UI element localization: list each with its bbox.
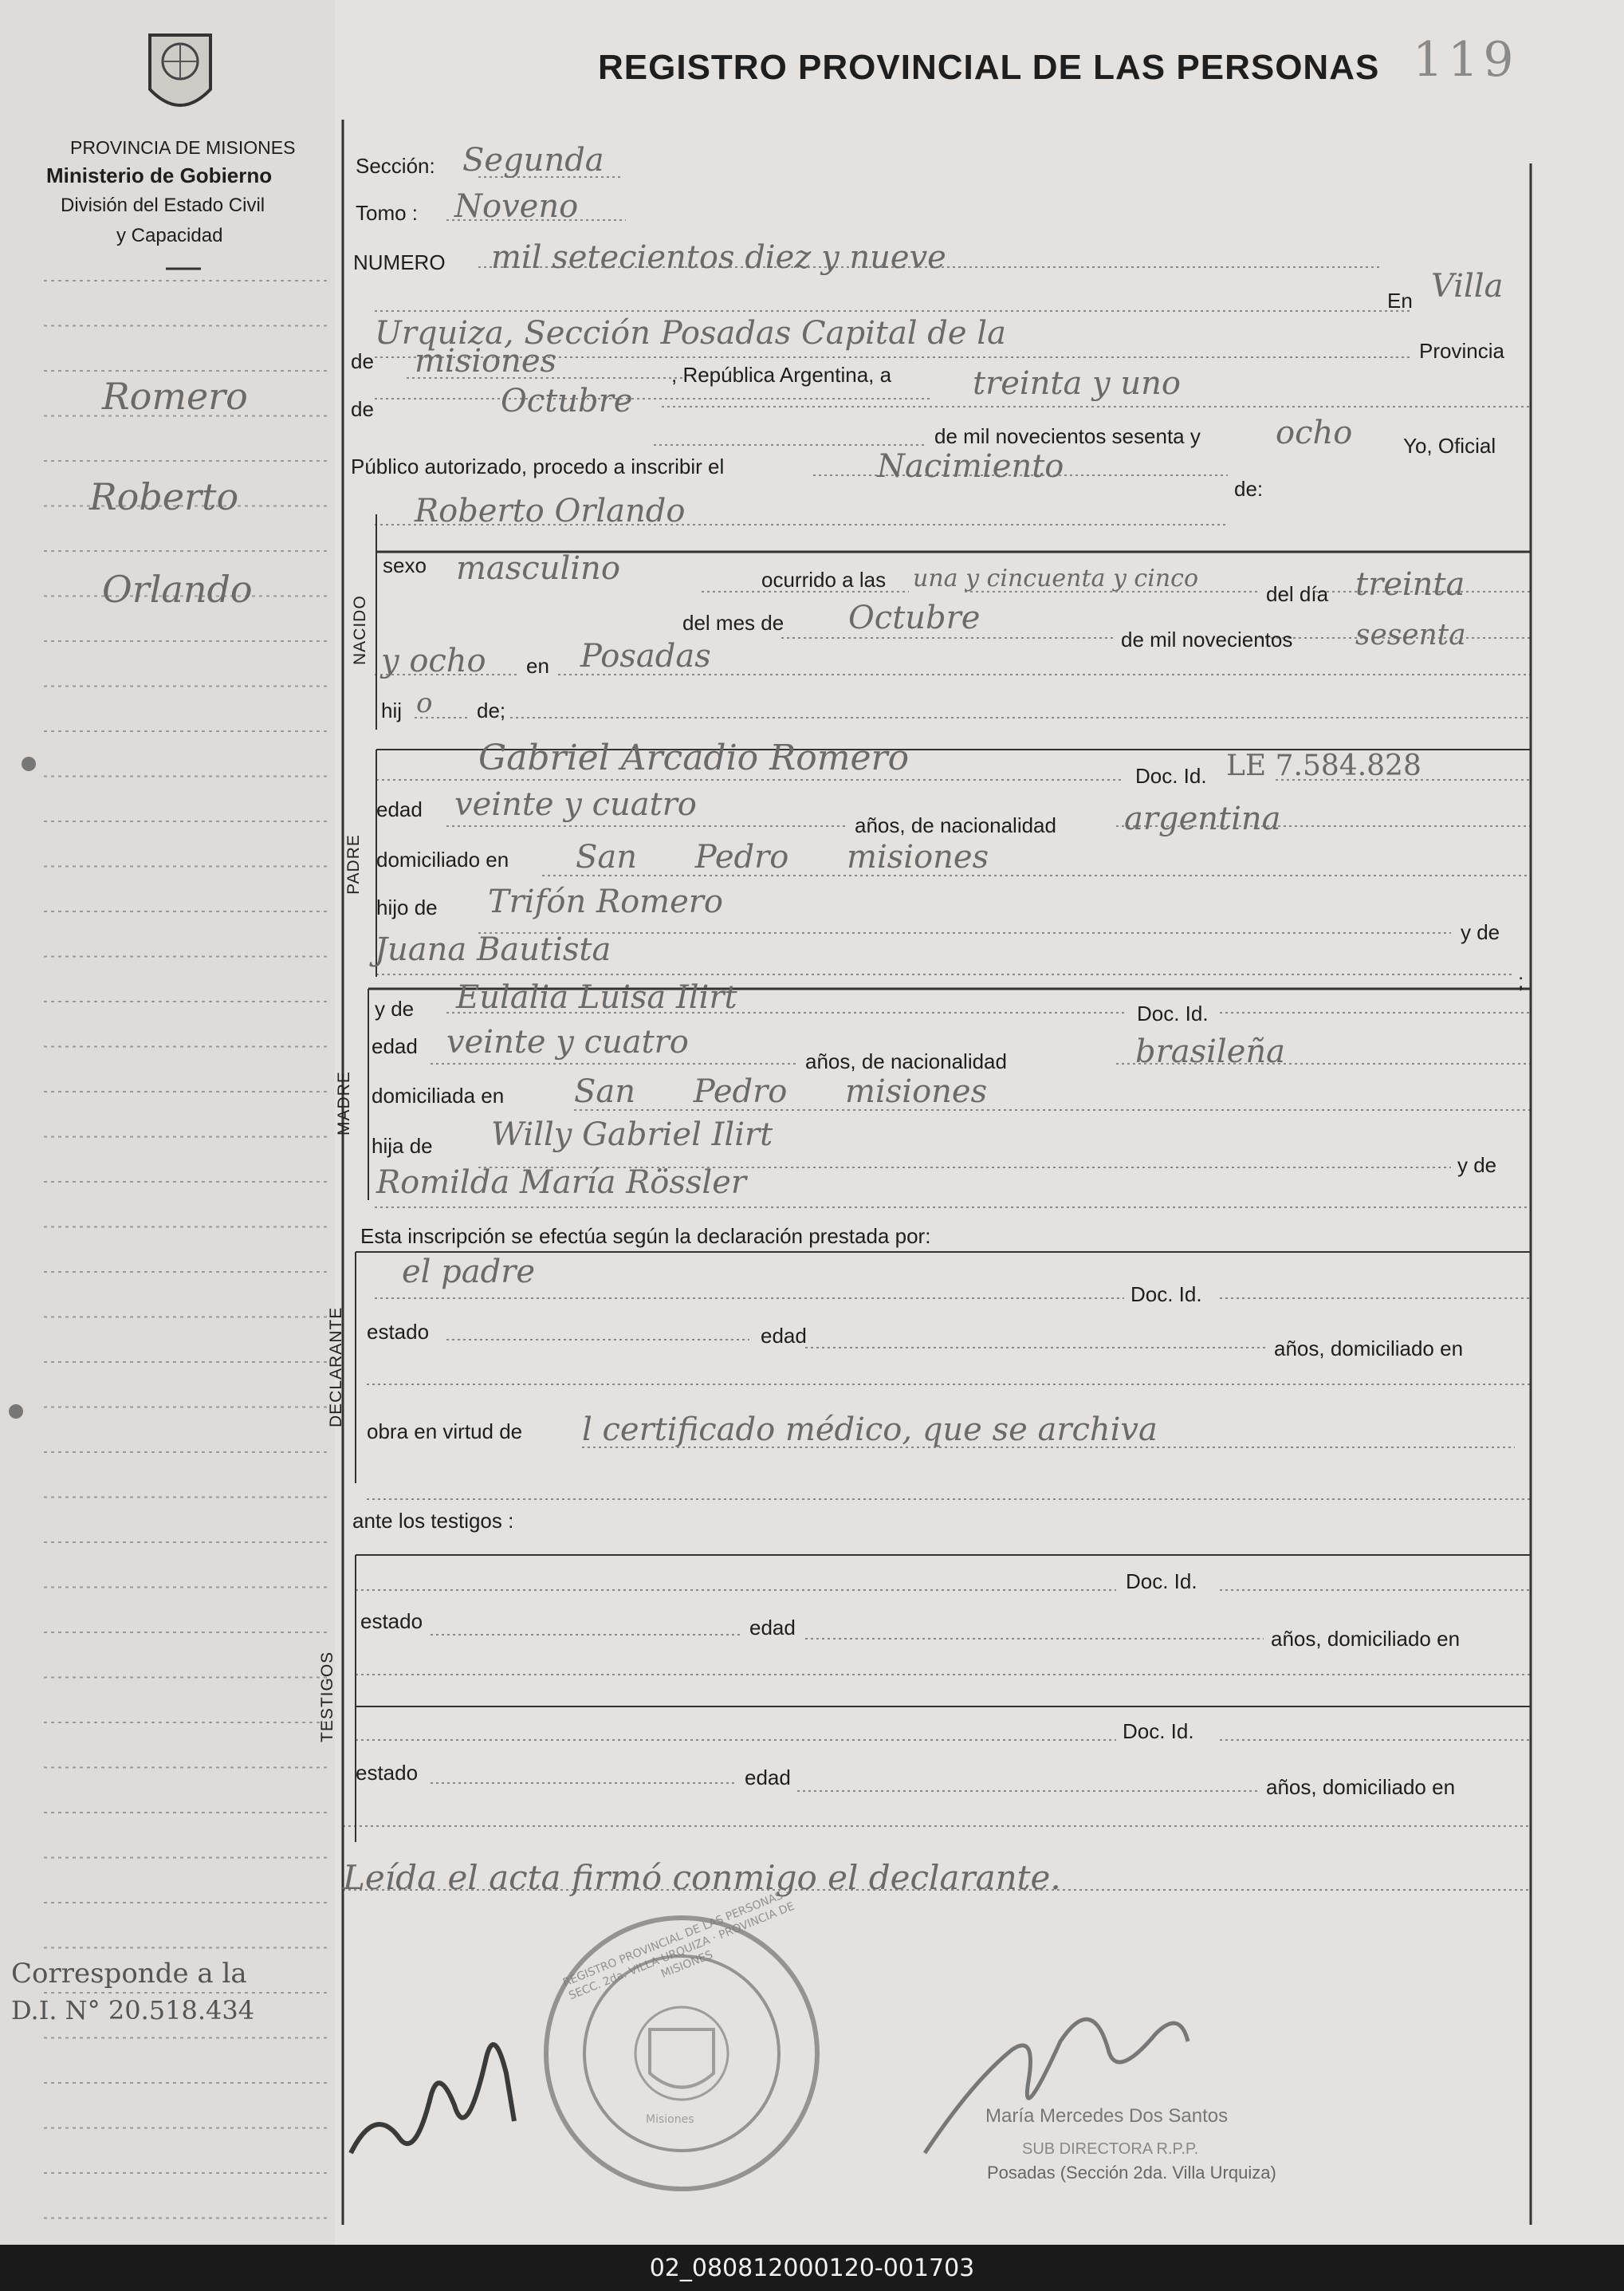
- mes-value: Octubre: [501, 383, 633, 419]
- testigo1-doc-label: Doc. Id.: [1126, 1569, 1197, 1593]
- mil-label: de mil novecientos: [1121, 628, 1293, 651]
- anio-label: de mil novecientos sesenta y: [934, 424, 1201, 448]
- testigo2-estado-label: estado: [356, 1761, 419, 1785]
- margin-note-line1: Corresponde a la: [11, 1958, 247, 1990]
- de-label: de: [351, 349, 374, 373]
- madre-domicilio-value: San Pedro misiones: [574, 1073, 988, 1110]
- madre-madre-de-value: Romilda María Rössler: [376, 1164, 747, 1201]
- testigo2-edad-label: edad: [745, 1765, 791, 1789]
- en-value: Villa: [1431, 268, 1504, 305]
- del-dia-label: del día: [1266, 582, 1329, 606]
- padre-nacionalidad-value: argentina: [1124, 801, 1281, 837]
- padre-domicilio-value: San Pedro misiones: [576, 839, 989, 876]
- testigo1-domicilio-label: años, domiciliado en: [1271, 1627, 1461, 1651]
- padre-y-de-label: y de: [1461, 920, 1500, 944]
- testigo1-estado-label: estado: [360, 1609, 423, 1633]
- header-ministry: Ministerio de Gobierno: [46, 163, 273, 187]
- margin-note-line2: D.I. N° 20.518.434: [11, 1995, 255, 2025]
- declarant-signature: [351, 2045, 514, 2153]
- testigos-intro: ante los testigos :: [352, 1509, 514, 1533]
- madre-y-de2-label: y de: [1457, 1153, 1497, 1177]
- page-number: 119: [1413, 32, 1519, 88]
- page-title: REGISTRO PROVINCIAL DE LAS PERSONAS: [598, 48, 1380, 87]
- nombre-inscripto: Roberto Orlando: [415, 493, 686, 529]
- madre-doc-label: Doc. Id.: [1137, 1002, 1209, 1025]
- misiones-emblem: [150, 35, 210, 105]
- dia-value: treinta y uno: [973, 365, 1181, 402]
- hij-label: hij: [381, 699, 403, 722]
- numero-value: mil setecientos diez y nueve: [491, 239, 946, 276]
- margin-first-name: Roberto: [89, 475, 239, 518]
- publico-label: Público autorizado, procedo a inscribir el: [351, 455, 725, 478]
- declarante-section-label: DECLARANTE: [327, 1306, 345, 1427]
- testigos-section-label: TESTIGOS: [318, 1651, 336, 1742]
- declarante-domicilio-label: años, domiciliado en: [1274, 1336, 1464, 1360]
- madre-edad-label: edad: [372, 1034, 418, 1058]
- stamp-ring-text: REGISTRO PROVINCIAL DE LAS PERSONAS · SECC. 2da. VILLA URQUIZA · PROVINCIA DE MISIONES: [560, 1886, 796, 2003]
- file-label-bar: [0, 2245, 1624, 2291]
- madre-nombre-value: Eulalia Luisa Ilirt: [456, 979, 737, 1016]
- stamp-inner-text: Misiones: [646, 2113, 694, 2126]
- seccion-label: Sección:: [356, 154, 435, 178]
- republica-label: , República Argentina, a: [671, 363, 892, 387]
- place-line-value: Urquiza, Sección Posadas Capital de la: [375, 315, 1006, 352]
- testigo1-edad-label: edad: [749, 1616, 796, 1640]
- anio-value: ocho: [1276, 415, 1353, 451]
- sexo-value: masculino: [456, 550, 620, 587]
- hij-de-label: de;: [477, 699, 506, 722]
- header-capacidad: y Capacidad: [116, 225, 223, 246]
- nacido-mes-value: Octubre: [848, 600, 981, 636]
- en-lugar-label: en: [526, 654, 549, 678]
- hij-value: o: [416, 687, 433, 719]
- madre-nacionalidad-value: brasileña: [1135, 1033, 1285, 1070]
- declarante-doc-label: Doc. Id.: [1131, 1282, 1202, 1306]
- declarante-intro: Esta inscripción se efectúa según la declaración prestada por:: [360, 1224, 931, 1248]
- acto-value: Nacimiento: [877, 448, 1064, 485]
- madre-edad-value: veinte y cuatro: [446, 1024, 689, 1061]
- madre-y-de-label: y de: [375, 997, 415, 1021]
- nacido-anio-value2: y ocho: [381, 643, 486, 679]
- padre-edad-value: veinte y cuatro: [454, 786, 697, 823]
- tomo-label: Tomo :: [356, 201, 419, 225]
- yo-label: Yo, Oficial: [1403, 434, 1496, 458]
- officer-signature: [925, 2019, 1188, 2153]
- padre-domicilio-label: domiciliado en: [376, 848, 509, 872]
- numero-label: NUMERO: [353, 250, 446, 274]
- de2-label: de: [351, 397, 374, 421]
- padre-doc-label: Doc. Id.: [1135, 764, 1207, 788]
- obra-label: obra en virtud de: [367, 1419, 523, 1443]
- del-mes-label: del mes de: [682, 611, 784, 635]
- hora-value: una y cincuenta y cinco: [913, 565, 1199, 592]
- seccion-value: Segunda: [462, 142, 604, 179]
- declarante-estado-label: estado: [367, 1320, 430, 1344]
- madre-anios-label: años, de nacionalidad: [805, 1049, 1007, 1073]
- madre-domicilio-label: domiciliada en: [372, 1084, 505, 1108]
- header-division: División del Estado Civil: [61, 195, 265, 216]
- nacido-anio-value1: sesenta: [1355, 619, 1466, 651]
- nacido-section-label: NACIDO: [351, 595, 369, 665]
- obra-value: l certificado médico, que se archiva: [582, 1411, 1158, 1448]
- provincia-value: misiones: [415, 343, 557, 380]
- madre-hija-value: Willy Gabriel Ilirt: [491, 1116, 773, 1153]
- padre-semicolon: ;: [1518, 969, 1524, 993]
- padre-anios-label: años, de nacionalidad: [855, 813, 1056, 837]
- padre-hijo-label: hijo de: [376, 896, 438, 919]
- signatory-name: María Mercedes Dos Santos: [985, 2105, 1229, 2127]
- de3-label: de:: [1234, 477, 1264, 501]
- padre-madre-de-value: Juana Bautista: [375, 931, 611, 968]
- header-province: PROVINCIA DE MISIONES: [70, 137, 296, 158]
- margin-second-name: Orlando: [102, 568, 253, 611]
- testigo2-domicilio-label: años, domiciliado en: [1266, 1775, 1456, 1799]
- nacido-dia-value: treinta: [1355, 566, 1465, 603]
- tomo-value: Noveno: [454, 188, 579, 225]
- padre-doc-value: LE 7.584.828: [1226, 750, 1421, 782]
- signatory-title: SUB DIRECTORA R.P.P.: [1022, 2140, 1199, 2158]
- testigo2-doc-label: Doc. Id.: [1123, 1719, 1194, 1743]
- madre-section-label: MADRE: [335, 1071, 353, 1136]
- padre-hijo-value: Trifón Romero: [488, 884, 723, 920]
- provincia-label: Provincia: [1419, 339, 1504, 363]
- padre-nombre-value: Gabriel Arcadio Romero: [478, 738, 910, 778]
- signatory-office: Posadas (Sección 2da. Villa Urquiza): [987, 2163, 1276, 2183]
- declarante-edad-label: edad: [761, 1324, 807, 1348]
- ocurrido-label: ocurrido a las: [761, 568, 887, 592]
- closing-sentence: Leída el acta firmó conmigo el declarante.: [343, 1858, 1061, 1897]
- madre-hija-label: hija de: [372, 1134, 433, 1158]
- padre-edad-label: edad: [376, 797, 423, 821]
- lugar-value: Posadas: [580, 638, 711, 675]
- margin-surname: Romero: [102, 375, 248, 418]
- en-label: En: [1387, 289, 1413, 313]
- declarante-nombre-value: el padre: [402, 1254, 536, 1290]
- file-label: 02_080812000120-001703: [649, 2254, 975, 2282]
- sexo-label: sexo: [383, 553, 427, 577]
- padre-section-label: PADRE: [344, 834, 363, 895]
